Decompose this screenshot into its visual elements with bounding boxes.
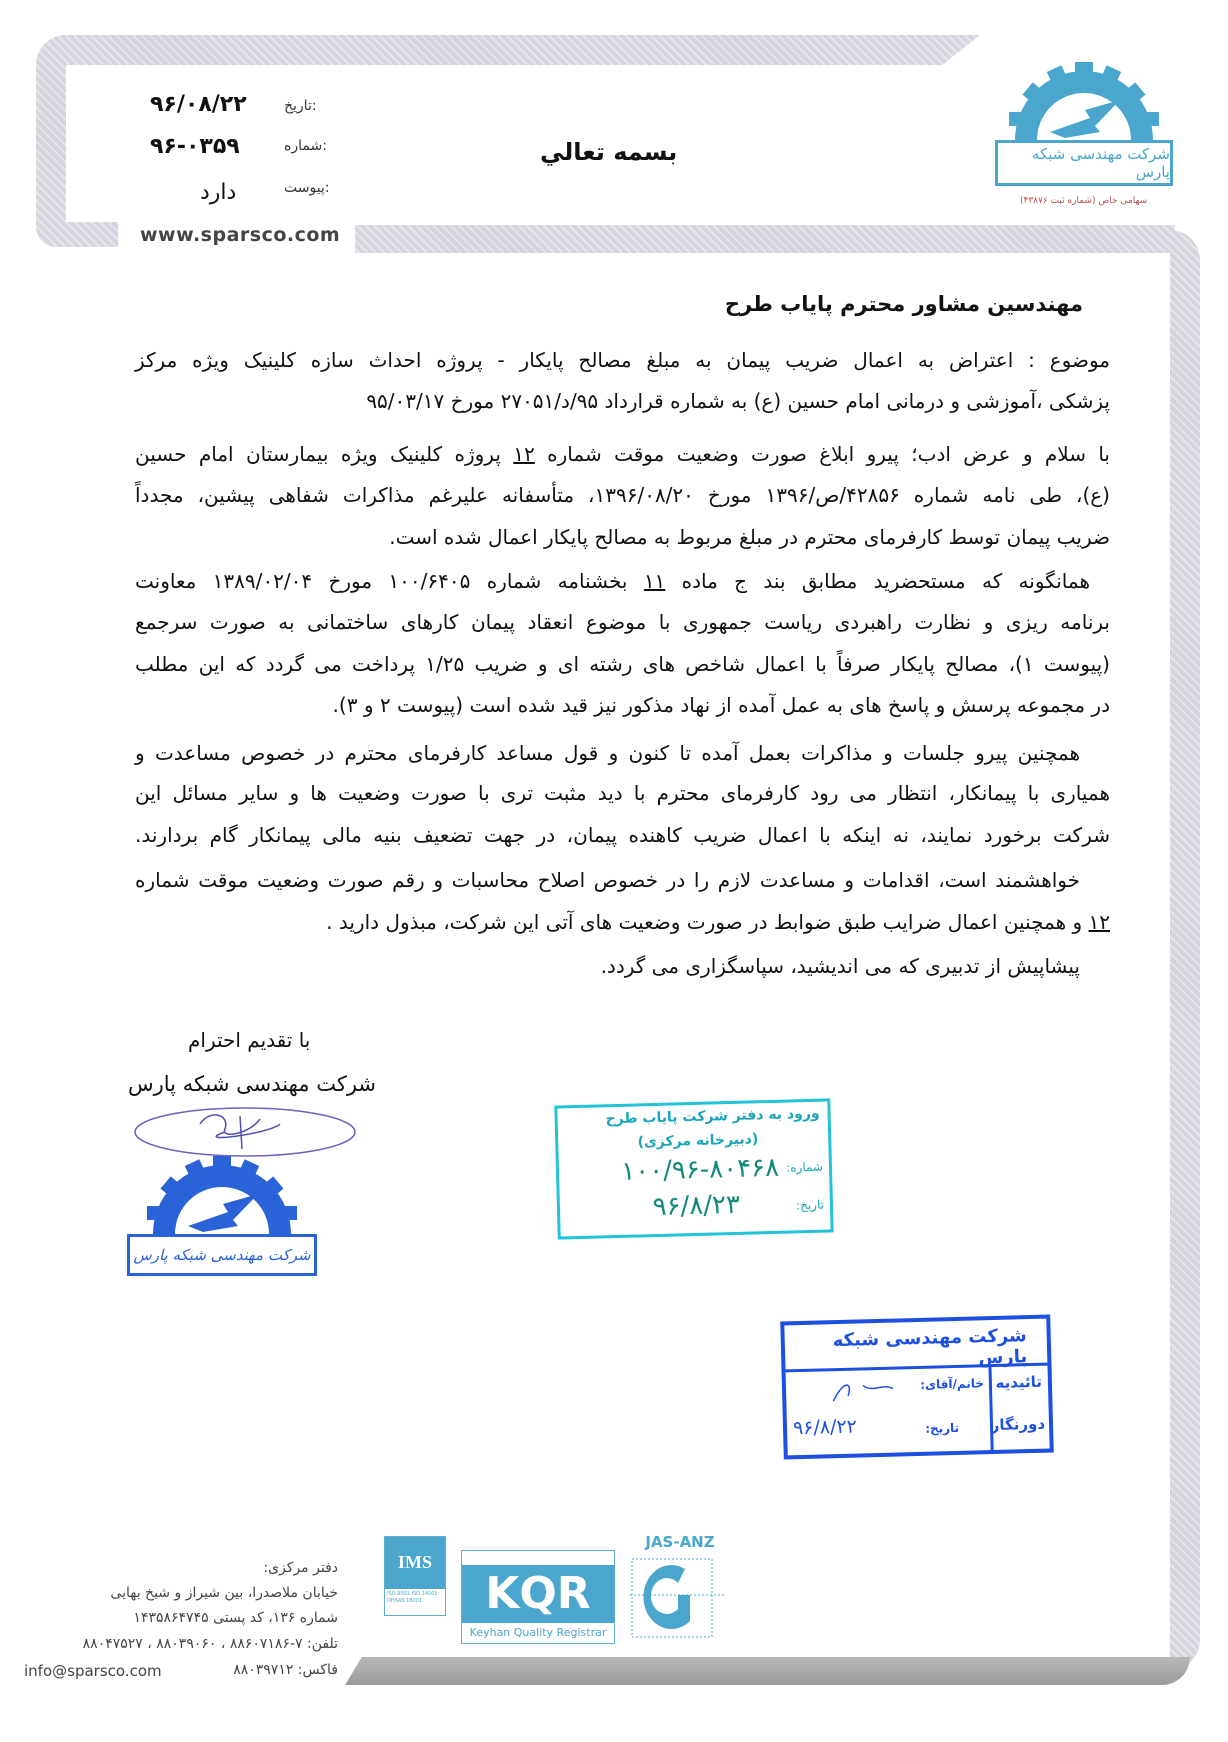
letter-line bbox=[135, 517, 1110, 557]
phone: تلفن: ۷-۸۸۶۰۷۱۸۶ ، ۸۸۰۳۹۰۶۰ ، ۸۸۰۴۷۵۲۷ bbox=[82, 1636, 338, 1652]
line-text: با سلام و عرض ادب؛ پیرو ابلاغ صورت وضعیت موقت شماره bbox=[534, 442, 1110, 466]
line-text: پزشکی ،آموزشی و درمانی امام حسین (ع) به شماره قرارداد ۹۵/د/۲۷۰۵۱ مورخ ۹۵/۰۳/۱۷ bbox=[366, 389, 1110, 413]
company-logo bbox=[995, 62, 1173, 184]
letter-line bbox=[135, 902, 1110, 942]
company-seal bbox=[127, 1156, 317, 1274]
underlined-number: ۱۲ bbox=[513, 442, 535, 466]
letter-line bbox=[135, 475, 1110, 515]
signatory: شرکت مهندسی شبکه پارس bbox=[128, 1072, 377, 1096]
jas-anz-logo bbox=[630, 1533, 730, 1643]
frame-bottom-band bbox=[345, 1657, 1190, 1685]
letter-line bbox=[135, 860, 1080, 900]
recipient: مهندسین مشاور محترم پایاب طرح bbox=[724, 292, 1083, 316]
kqr-logo-sub: Keyhan Quality Registrar bbox=[469, 1626, 607, 1639]
ims-logo bbox=[384, 1536, 446, 1616]
letter-line bbox=[135, 340, 1110, 380]
received-stamp bbox=[554, 1098, 833, 1239]
line-text: ضریب پیمان توسط کارفرمای محترم در مبلغ مربوط به مصالح پایکار اعمال شده است. bbox=[389, 525, 1110, 549]
line-text: موضوع : اعتراض به اعمال ضریب پیمان به مبلغ مصالح پایکار - پروژه احداث سازه کلینیک ویژه مرکز bbox=[135, 348, 1110, 372]
line-text: بخشنامه شماره ۱۰۰/۶۴۰۵ مورخ ۱۳۸۹/۰۲/۰۴ معاونت bbox=[135, 569, 644, 593]
letter-line bbox=[135, 773, 1110, 813]
fax-stamp-fax: دورنگار bbox=[990, 1414, 1046, 1435]
received-stamp-title: ورود به دفتر شرکت پایاب طرح bbox=[605, 1105, 820, 1128]
company-logo-box bbox=[995, 140, 1173, 186]
invocation: بسمه تعالي bbox=[540, 138, 678, 166]
letter-line bbox=[135, 602, 1110, 642]
received-number-value: ۱۰۰/۹۶-۸۰۴۶۸ bbox=[620, 1152, 780, 1187]
signature bbox=[130, 1104, 360, 1164]
fax-stamp-signature bbox=[828, 1374, 909, 1406]
line-text: پیشاپیش از تدبیری که می اندیشید، سپاسگزاری می گردد. bbox=[600, 954, 1080, 978]
attachment-label: پیوست: bbox=[284, 180, 330, 196]
line-text: در مجموعه پرسش و پاسخ های به عمل آمده از نهاد مذکور نیز قید شده است (پیوست ۲ و ۳). bbox=[332, 693, 1110, 717]
address-line-1: خیابان ملاصدرا، بین شیراز و شیخ بهایی bbox=[110, 1585, 338, 1601]
email[interactable]: info@sparsco.com bbox=[24, 1662, 162, 1680]
received-date-value: ۹۶/۸/۲۳ bbox=[652, 1189, 741, 1223]
line-text: شرکت برخورد نمایند، نه اینکه با اعمال ضریب کاهنده پیمان، در جهت تضعیف بنیه مالی پیمانکار گام بردارند. bbox=[135, 823, 1110, 847]
closing: با تقدیم احترام bbox=[188, 1028, 311, 1052]
kqr-logo bbox=[461, 1550, 615, 1644]
letter-line bbox=[135, 561, 1090, 601]
company-registration: سهامی خاص (شماره ثبت ۴۳۸۷۶) bbox=[1020, 196, 1148, 206]
number-value: ۹۶-۰۳۵۹ bbox=[150, 134, 240, 159]
received-stamp-subtitle: (دبیرخانه مرکزی) bbox=[637, 1131, 759, 1151]
letter-line bbox=[135, 815, 1110, 855]
letter-line bbox=[135, 644, 1110, 684]
seal-box bbox=[127, 1234, 317, 1276]
line-text: (پیوست ۱)، مصالح پایکار صرفاً با اعمال شاخص های رشته ای و ضریب ۱/۲۵ پرداخت می گردد که این مطلب bbox=[135, 652, 1110, 676]
website[interactable]: www.sparsco.com bbox=[140, 224, 341, 246]
received-number-label: شماره: bbox=[786, 1159, 824, 1175]
letter-line bbox=[135, 434, 1110, 474]
underlined-number: ۱۱ bbox=[643, 569, 666, 593]
line-text: (ع)، طی نامه شماره ۴۲۸۵۶/ص/۱۳۹۶ مورخ ۱۳۹۶/۰۸/۲۰، متأسفانه علیرغم مذاکرات شفاهی پیشین، مجدداً bbox=[135, 483, 1110, 507]
attachment-value: دارد bbox=[200, 180, 237, 205]
line-text: برنامه ریزی و نظارت راهبردی ریاست جمهوری با موضوع انعقاد پیمان کارهای ساختمانی به صورت سرجمع bbox=[135, 610, 1110, 634]
company-logo-text: شرکت مهندسی شبکه پارس bbox=[1031, 145, 1170, 181]
letter-line bbox=[135, 381, 1110, 421]
letter-line bbox=[135, 733, 1080, 773]
gear-lightning-icon bbox=[995, 62, 1173, 140]
frame-left-band bbox=[36, 35, 66, 247]
jas-anz-mark-icon bbox=[630, 1551, 730, 1639]
frame-left-foot bbox=[36, 222, 118, 247]
fax-stamp-column-divider bbox=[988, 1364, 993, 1450]
office-label: دفتر مرکزی: bbox=[263, 1560, 338, 1576]
frame-top-band bbox=[40, 35, 980, 65]
received-date-label: تاریخ: bbox=[795, 1197, 825, 1213]
fax-stamp-title: شرکت مهندسی شبکه پارس bbox=[832, 1325, 1028, 1369]
seal-gear-icon bbox=[127, 1156, 317, 1234]
line-text: همانگونه که مستحضرید مطابق بند ج ماده bbox=[665, 569, 1090, 593]
line-text: و همچنین اعمال ضرایب طبق ضوابط در صورت وضعیت های آتی این شرکت، مبذول دارید . bbox=[326, 910, 1089, 934]
line-text: پروژه کلینیک ویژه بیمارستان امام حسین bbox=[135, 442, 514, 466]
line-text: خواهشمند است، اقدامات و مساعدت لازم را در خصوص اصلاح محاسبات و رقم صورت وضعیت موقت شماره bbox=[135, 868, 1080, 892]
fax-confirmation-stamp bbox=[780, 1314, 1054, 1459]
line-text: همچنین پیرو جلسات و مذاکرات بعمل آمده تا کنون و قول مساعد کارفرمای محترم در خصوص مساعدت و bbox=[135, 741, 1080, 765]
fax-stamp-confirm: تائیدیه bbox=[995, 1372, 1043, 1392]
fax: فاکس: ۸۸۰۳۹۷۱۲ bbox=[233, 1662, 338, 1678]
kqr-logo-text: KQR bbox=[462, 1565, 614, 1623]
jas-anz-logo-text: JAS-ANZ bbox=[645, 1533, 715, 1551]
letter-line bbox=[135, 946, 1080, 986]
ims-logo-sub: ISO 9001 ISO 14001 OHSAS 18001 bbox=[387, 1591, 438, 1604]
fax-stamp-person-label: خانم/آقای: bbox=[920, 1376, 985, 1392]
date-label: تاریخ: bbox=[284, 98, 317, 114]
ims-logo-text: IMS bbox=[385, 1537, 445, 1589]
frame-mid-band bbox=[355, 225, 1175, 253]
frame-right-band bbox=[1170, 230, 1200, 1670]
line-text: همیاری با پیمانکار، انتظار می رود کارفرمای محترم با دید مثبت تری با صورت وضعیت ها و سایر مسائل این bbox=[135, 781, 1110, 805]
underlined-number: ۱۲ bbox=[1088, 910, 1110, 934]
seal-text: شرکت مهندسی شبکه پارس bbox=[133, 1246, 311, 1264]
fax-stamp-date-value: ۹۶/۸/۲۲ bbox=[792, 1415, 858, 1440]
number-label: شماره: bbox=[284, 138, 327, 154]
date-value: ۹۶/۰۸/۲۲ bbox=[150, 92, 247, 117]
address-line-2: شماره ۱۳۶، کد پستی ۱۴۳۵۸۶۴۷۴۵ bbox=[133, 1610, 338, 1626]
fax-stamp-date-label: تاریخ: bbox=[925, 1420, 960, 1436]
letter-line bbox=[135, 685, 1110, 725]
